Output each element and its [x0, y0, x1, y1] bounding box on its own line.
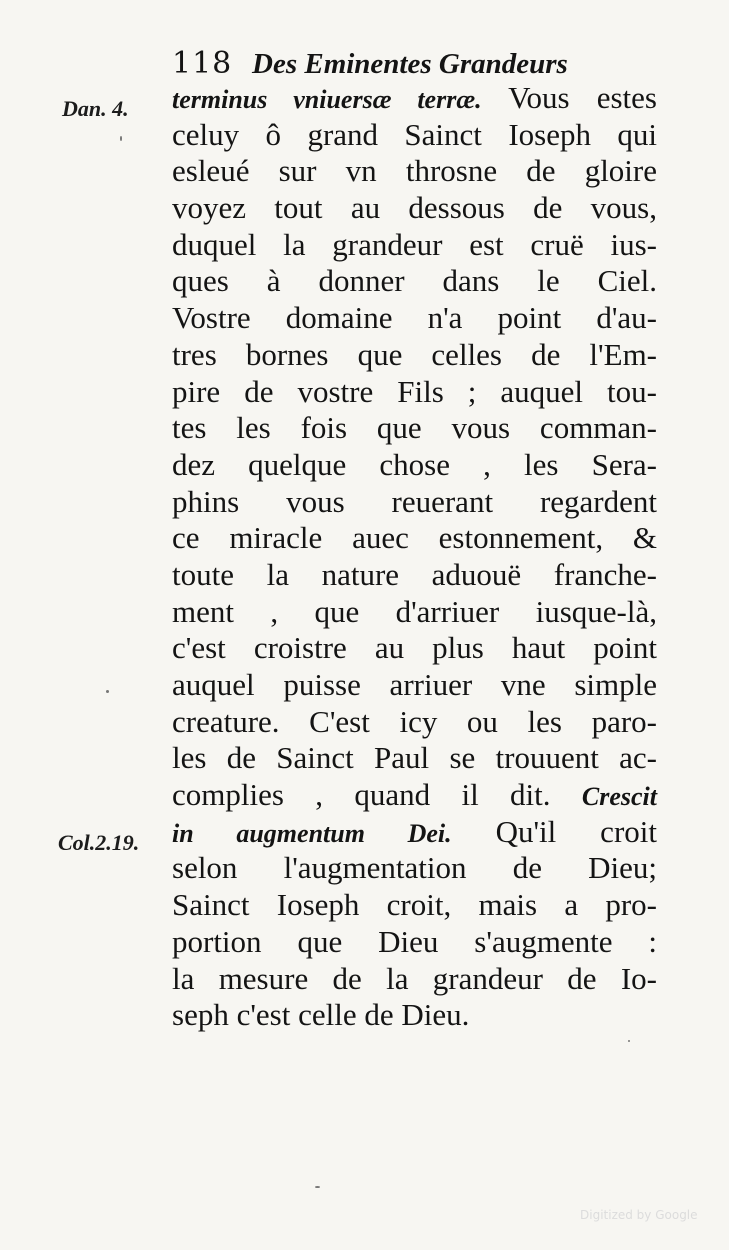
page-number: 118 [172, 46, 233, 81]
text-line: voyez tout au dessous de vous, [172, 190, 657, 226]
text-line: ce miracle auec estonnement, & [172, 520, 657, 556]
page-header [172, 44, 642, 84]
text-line: esleué sur vn throsne de gloire [172, 153, 657, 189]
text-line: ment , que d'arriuer iusque-là, [172, 593, 657, 629]
ink-speck [628, 1040, 630, 1042]
text-line: duquel la grandeur est cruë ius- [172, 226, 657, 262]
text-line: pire de vostre Fils ; auquel tou- [172, 373, 657, 409]
text-line: celuy ô grand Sainct Ioseph qui [172, 116, 657, 152]
ink-speck [315, 1186, 320, 1188]
ink-speck [106, 690, 109, 693]
text-line: seph c'est celle de Dieu. [172, 997, 470, 1033]
text-line: auquel puisse arriuer vne simple [172, 667, 657, 702]
margin-note-col: Col.2.19. [58, 830, 140, 855]
text-line: tres bornes que celles de l'Em- [172, 336, 657, 372]
running-title: Des Eminentes Grandeurs [252, 48, 568, 80]
text-line: Vostre domaine n'a point d'au- [172, 300, 657, 336]
ink-speck [120, 136, 122, 141]
text-line: la mesure de la grandeur de Io- [172, 960, 657, 996]
body-text [172, 80, 657, 1034]
text-line: dez quelque chose , les Sera- [172, 446, 657, 482]
text-line: tes les fois que vous comman- [172, 410, 657, 446]
text-line: in augmentum Dei. Qu'il croit [172, 813, 657, 849]
text-line: portion que Dieu s'augmente : [172, 923, 657, 959]
text-line: c'est croistre au plus haut point [172, 630, 657, 666]
text-line: toute la nature aduouë franche- [172, 556, 657, 592]
text-line: phins vous reuerant regardent [172, 483, 657, 519]
text-line: complies , quand il dit. Crescit [172, 777, 657, 813]
watermark: Digitized by Google [580, 1208, 698, 1222]
text-line: Sainct Ioseph croit, mais a pro- [172, 887, 657, 923]
text-line: creature. C'est icy ou les paro- [172, 703, 657, 739]
text-line: les de Sainct Paul se trouuent ac- [172, 740, 657, 776]
text-line: selon l'augmentation de Dieu; [172, 850, 657, 886]
text-line: ques à donner dans le Ciel. [172, 263, 657, 299]
margin-note-dan: Dan. 4. [62, 96, 129, 121]
text-line: terminus vniuersæ terræ. Vous estes [172, 80, 657, 115]
